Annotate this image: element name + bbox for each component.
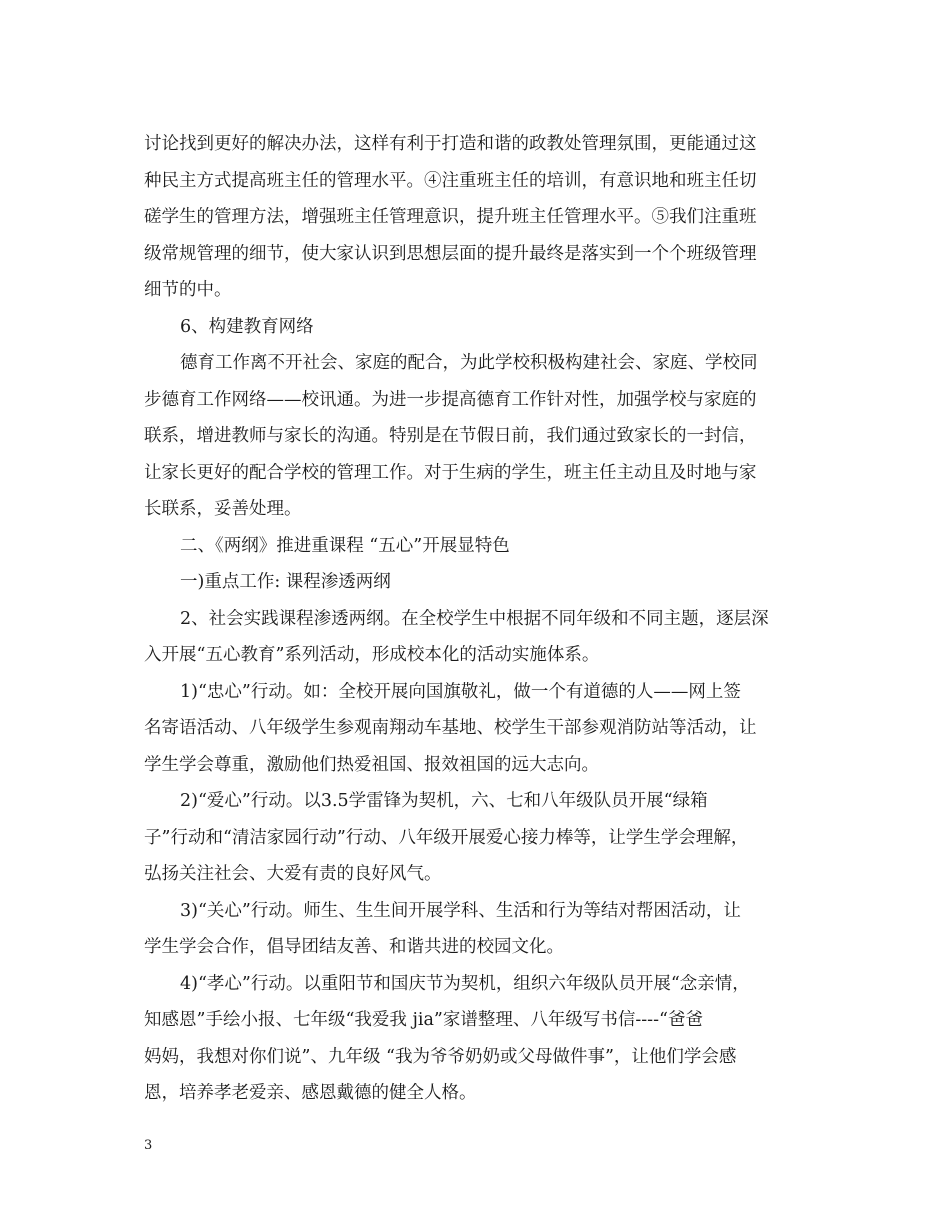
document-body [144,126,808,1112]
paragraph-line: 讨论找到更好的解决办法，这样有利于打造和谐的政教处管理氛围，更能通过这 [144,134,757,154]
paragraph-line: 让家长更好的配合学校的管理工作。对于生病的学生，班主任主动且及时地与家 [144,462,757,483]
paragraph-line: 联系，增进教师与家长的沟通。特别是在节假日前，我们通过致家长的一封信， [144,426,757,446]
paragraph-line: 妈妈，我想对你们说”、九年级 “我为爷爷奶奶或父母做件事”，让他们学会感 [144,1046,737,1067]
subsection-heading: 一)重点工作: 课程渗透两纲 [180,572,391,592]
paragraph-line: 入开展“五心教育”系列活动，形成校本化的活动实施体系。 [144,645,600,665]
paragraph-line: 名寄语活动、八年级学生参观南翔动车基地、校学生干部参观消防站等活动，让 [144,718,757,738]
paragraph-line: 弘扬关注社会、大爱有责的良好风气。 [144,864,442,884]
paragraph-line: 步德育工作网络——校讯通。为进一步提高德育工作针对性，加强学校与家庭的 [144,389,757,410]
paragraph-line: 学生学会合作，倡导团结友善、和谐共进的校园文化。 [144,937,564,957]
section-heading: 6、构建教育网络 [180,316,314,337]
paragraph-line: 磋学生的管理方法，增强班主任管理意识，提升班主任管理水平。⑤我们注重班 [144,207,757,227]
paragraph-line: 3)“关心”行动。师生、生生间开展学科、生活和行为等结对帮困活动，让 [180,900,741,921]
paragraph-line: 长联系，妥善处理。 [144,499,302,519]
paragraph-line: 恩，培养孝老爱亲、感恩戴德的健全人格。 [144,1083,477,1103]
paragraph-line: 种民主方式提高班主任的管理水平。④注重班主任的培训，有意识地和班主任切 [144,170,757,191]
paragraph-line: 4)“孝心”行动。以重阳节和国庆节为契机，组织六年级队员开展“念亲情， [180,973,750,994]
paragraph-line: 德育工作离不开社会、家庭的配合，为此学校积极构建社会、家庭、学校同 [180,353,758,373]
paragraph-line: 级常规管理的细节，使大家认识到思想层面的提升最终是落实到一个个班级管理 [144,243,757,264]
paragraph-line: 子”行动和“清洁家园行动”行动、八年级开展爱心接力棒等，让学生学会理解， [144,827,749,848]
paragraph-line: 知感恩”手绘小报、七年级“我爱我 jia”家谱整理、八年级写书信----“爸爸 [144,1010,703,1030]
paragraph-line: 1)“忠心”行动。如：全校开展向国旗敬礼，做一个有道德的人——网上签 [180,681,741,702]
section-heading: 二、《两纲》推进重课程 “五心”开展显特色 [180,535,510,556]
paragraph-line: 2、社会实践课程渗透两纲。在全校学生中根据不同年级和不同主题，逐层深 [180,608,769,629]
paragraph-line: 学生学会尊重，激励他们热爱祖国、报效祖国的远大志向。 [144,754,599,775]
paragraph-line: 细节的中。 [144,280,232,300]
paragraph-line: 2)“爱心”行动。以3.5学雷锋为契机，六、七和八年级队员开展“绿箱 [180,791,708,811]
page-number: 3 [144,1138,153,1153]
